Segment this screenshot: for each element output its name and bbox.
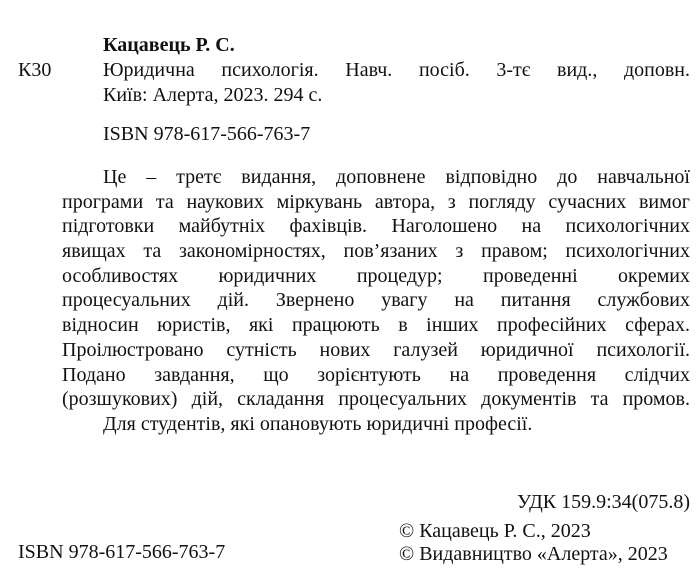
copyright-author: © Кацавець Р. С., 2023	[399, 520, 591, 542]
isbn-line: ISBN 978-617-566-763-7	[103, 123, 311, 145]
annotation-line: Проілюстровано сутність нових галузей юридичної психології.	[62, 339, 690, 361]
annotation-line: підготовки майбутніх фахівців. Наголошено на психологічних	[62, 215, 690, 237]
author-index: К30	[18, 59, 52, 81]
annotation-line: явищах та закономірностях, пов’язаних з правом; психологічних	[62, 240, 690, 262]
imprint-line: Київ: Алерта, 2023. 294 с.	[103, 84, 323, 106]
udc-code: УДК 159.9:34(075.8)	[517, 491, 690, 513]
annotation-line: особливостях юридичних процедур; проведенні окремих	[62, 265, 690, 287]
annotation-line: (розшукових) дій, складання процесуальних документів та промов.	[62, 388, 690, 410]
copyright-publisher: © Видавництво «Алерта», 2023	[399, 543, 668, 565]
annotation-line: Це – третє видання, доповнене відповідно до навчальної	[103, 166, 690, 188]
annotation-line: процесуальних дій. Звернено увагу на питання службових	[62, 289, 690, 311]
annotation-line: Подано завдання, що зорієнтують на проведення слідчих	[62, 364, 690, 386]
footer-isbn: ISBN 978-617-566-763-7	[18, 541, 226, 563]
author-name: Кацавець Р. С.	[103, 34, 235, 56]
book-title-line: Юридична психологія. Навч. посіб. 3-тє вид., доповн.	[103, 59, 690, 81]
annotation-line: програми та наукових міркувань автора, з погляду сучасних вимог	[62, 191, 690, 213]
annotation-line: відносин юристів, які працюють в інших професійних сферах.	[62, 314, 690, 336]
annotation-line: Для студентів, які опановують юридичні професії.	[103, 413, 533, 435]
